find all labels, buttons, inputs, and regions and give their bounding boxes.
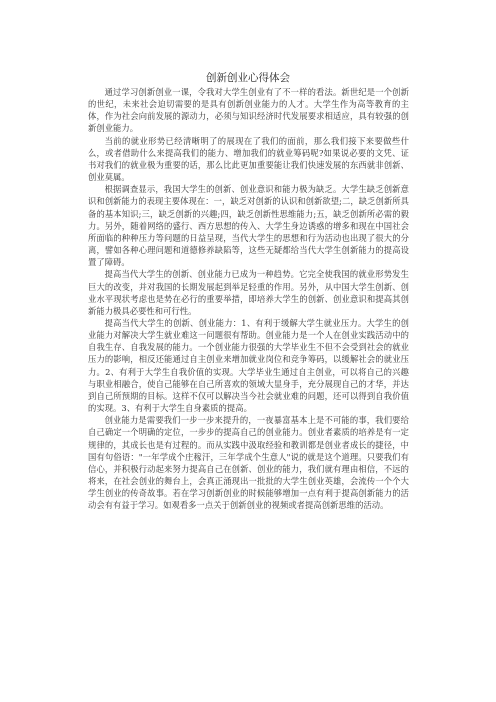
paragraph: 创业能力是需要我们一步一步来提升的，一夜暴富基本上是不可能的事，我们要给自己确定一个明确的定位，一步步的提高自己的创业能力。创业者素质的培养是有一定规律的，其成长也是有过程的。而从实践中汲取经验和教训都是创业者成长的捷径，中国有句俗语："一年学成个庄稼汗，三年学成个生意人"说的就是这个道理。只要我们有信心，并积极行动起来努力提高自己在创新、创业的能力，我们就有理由相信，不远的将来，在社会创业的舞台上，会真正涌现出一批批的大学生创业英雄，会流传一个个大学生创业的传奇故事。若在学习创新创业的时候能够增加一点有利于提高创新能力的活动会有有益于学习。如观看多一点关于创新创业的视频或者提高创新思维的活动。	[88, 415, 409, 511]
paragraph: 根据调查显示，我国大学生的创新、创业意识和能力极为缺乏。大学生缺乏创新意识和创新能力的表现主要体现在：一，缺乏对创新的认识和创新欲望;二，缺乏创新所具备的基本知识;三，缺乏创新的兴趣;四，缺乏创新性思维能力;五，缺乏创新所必需的毅力。另外，随着网络的盛行、西方思想的传入、大学生身边诱惑的增多和现在中国社会所面临的种种压力等问题的日益呈现，当代大学生的思想和行为活动也出现了很大的分离，譬如各种心理问题和道德修养缺陷等，这些无疑都给当代大学生创新能力的提高设置了障碍。	[88, 184, 409, 268]
paragraph: 提高当代大学生的创新、创业能力已成为一种趋势。它完全使我国的就业形势发生巨大的改变，并对我国的长期发展起到举足轻重的作用。另外，从中国大学生创新、创业水平现状考虑也是势在必行的重要举措，即培养大学生的创新、创业意识和提高其创新能力极具必要性和可行性。	[88, 269, 409, 316]
document-body	[88, 86, 409, 511]
paragraph: 提高当代大学生的创新、创业能力：1、有利于缓解大学生就业压力。大学生的创业能力对解决大学生就业难这一问题很有帮助。创业能力是一个人在创业实践活动中的自我生存、自我发展的能力。一个创业能力很强的大学毕业生不但不会受到社会的就业压力的影响，相反还能通过自主创业来增加就业岗位和竞争筹码，以缓解社会的就业压力。2、有利于大学生自我价值的实现。大学毕业生通过自主创业，可以将自己的兴趣与职业相融合，使自己能够在自己所喜欢的领域大显身手，充分展现自己的才华，并达到自己所预期的目标。这样不仅可以解决当今社会就业难的问题，还可以得到自我价值的实现。3、有利于大学生自身素质的提高。	[88, 317, 409, 414]
paragraph: 当前的就业形势已经清晰明了的展现在了我们的面前，那么我们接下来要做些什么，或者借助什么来提高我们的能力、增加我们的就业筹码呢?如果说必要的文凭、证书对我们的就业极为重要的话，那么比此更加重要能让我们快速发展的东西就非创新、创业莫属。	[88, 135, 409, 183]
document-title: 创新创业心得体会	[206, 72, 290, 84]
paragraph: 通过学习创新创业一课，令我对大学生创业有了不一样的看法。新世纪是一个创新的世纪，未来社会迫切需要的是具有创新创业能力的人才。大学生作为高等教育的主体，作为社会向前发展的源动力，必须与知识经济时代发展要求相适应，具有较强的创新创业能力。	[88, 87, 409, 134]
